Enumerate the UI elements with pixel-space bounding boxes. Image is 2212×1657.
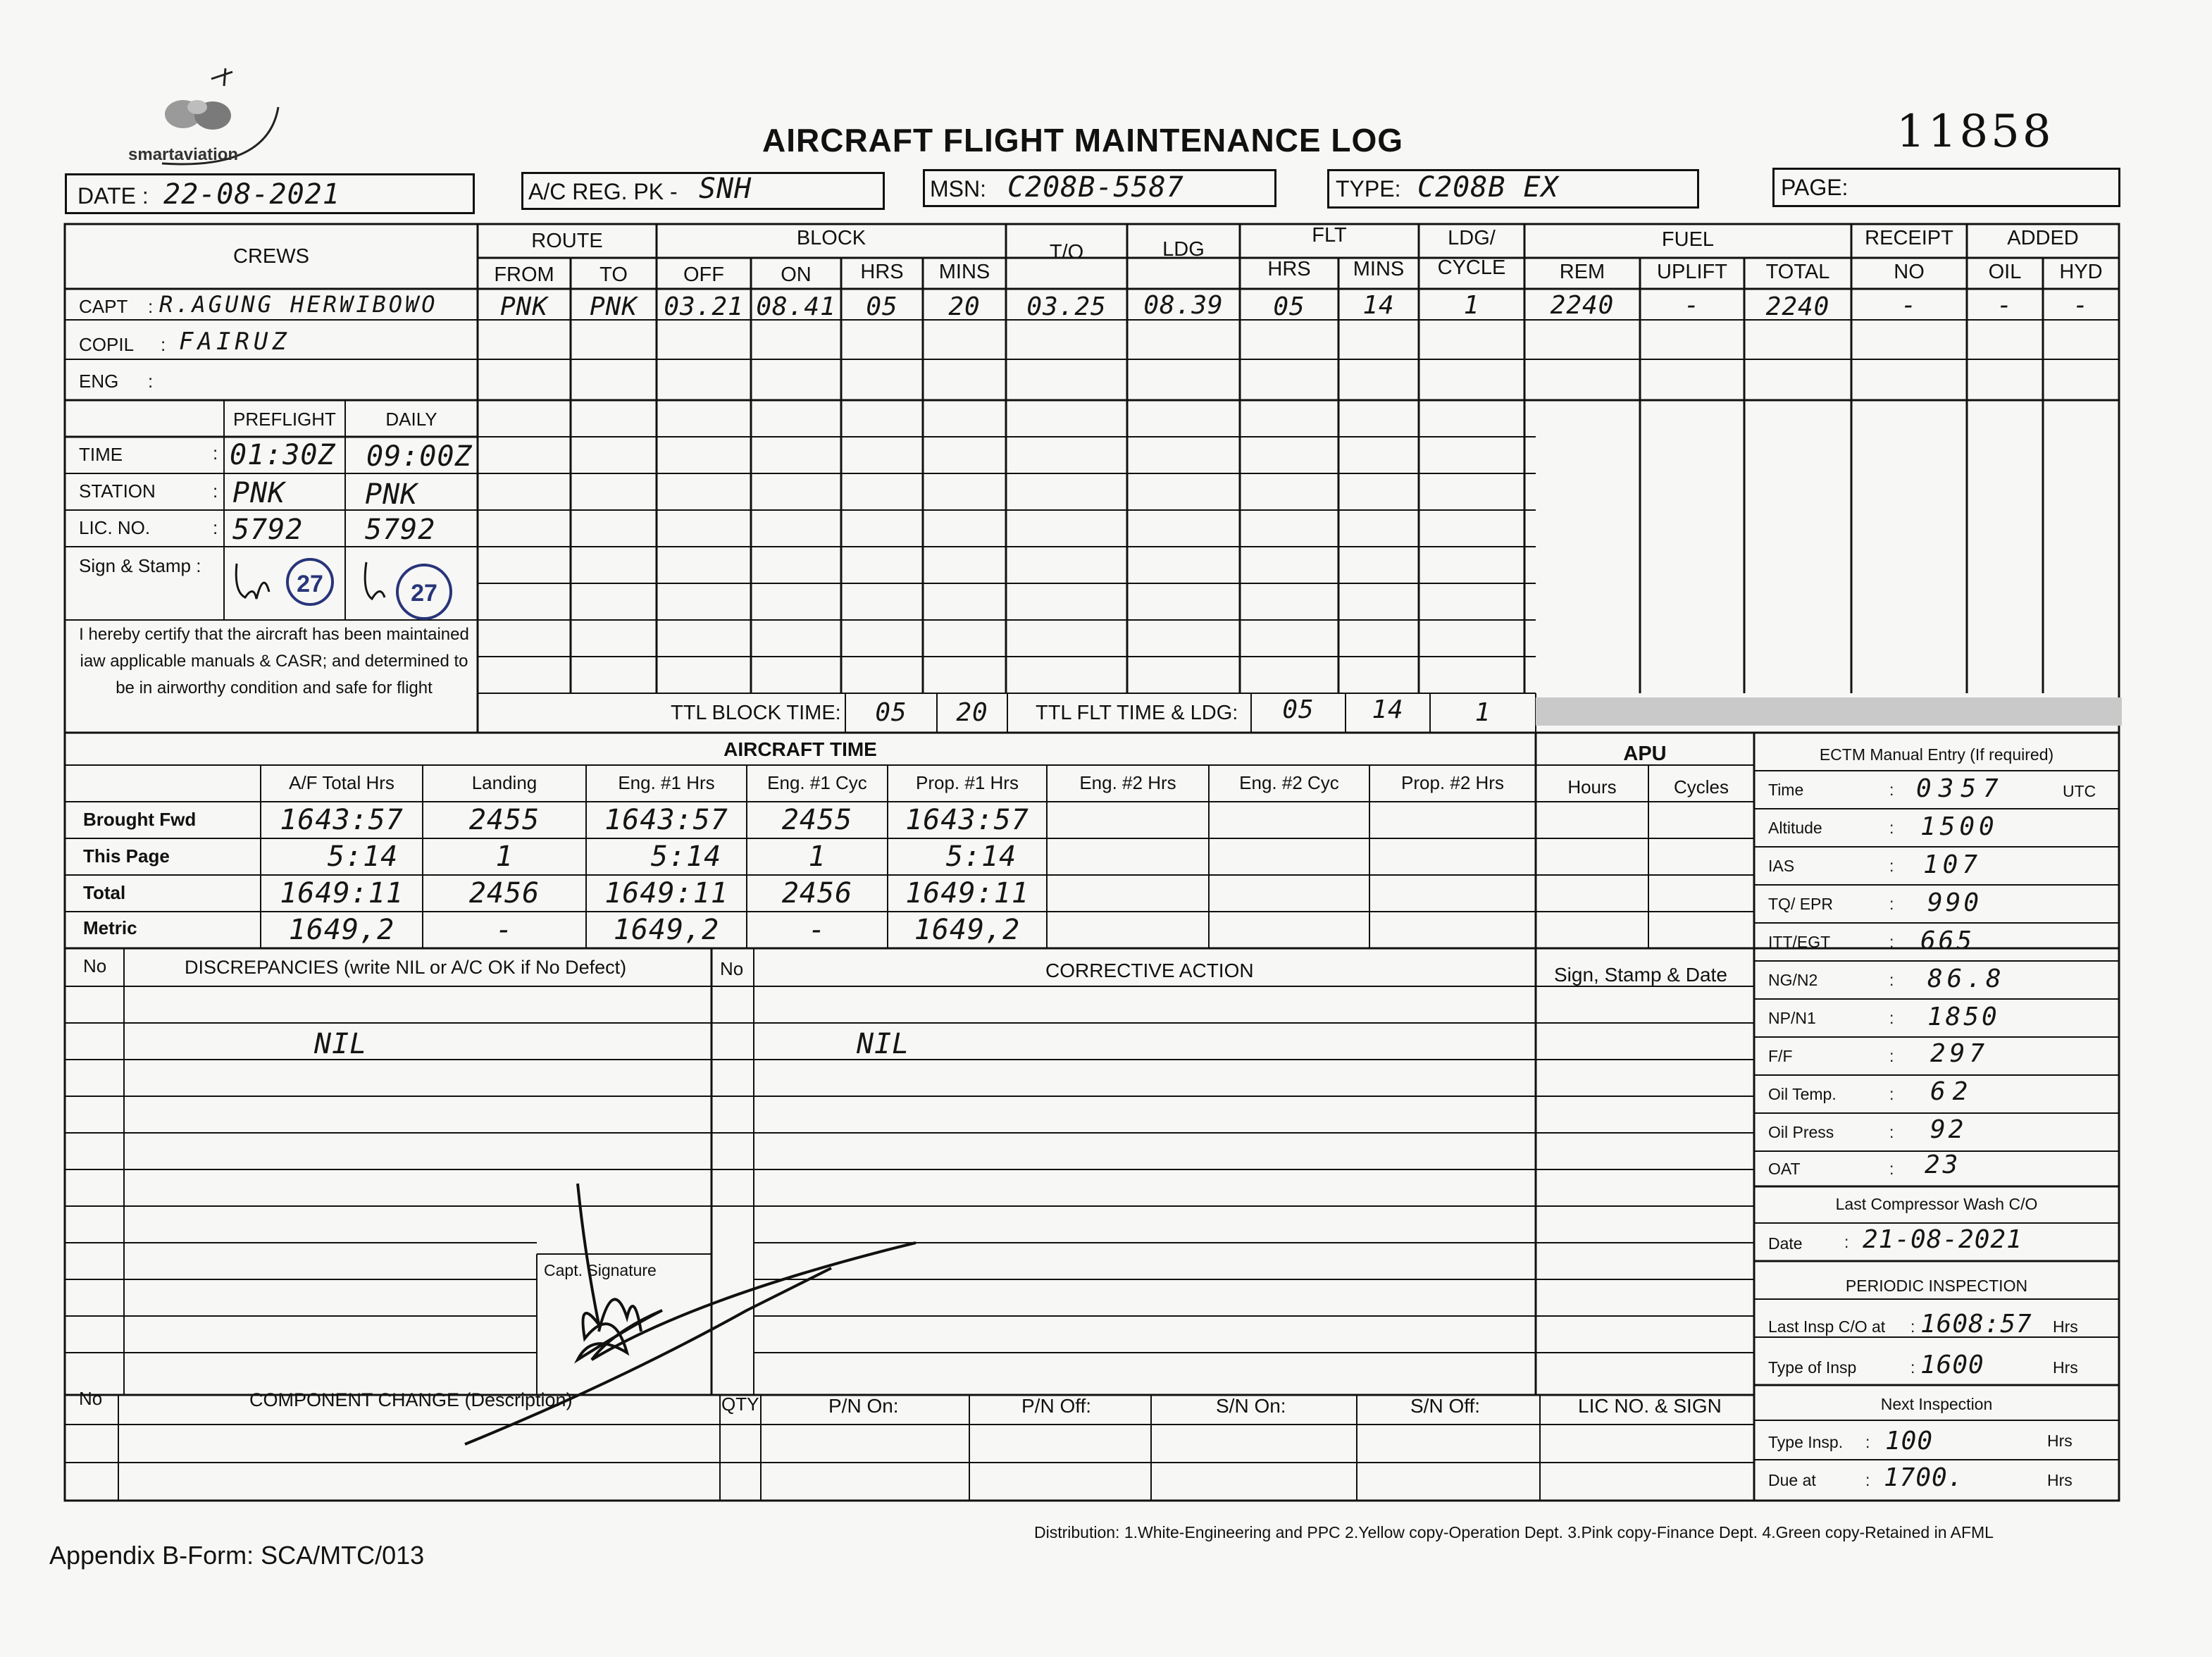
row-brought-fwd: Brought Fwd (83, 809, 197, 830)
lic-colon: : (213, 517, 218, 538)
ectm-colon: : (1889, 857, 1894, 875)
ectm-colon: : (1889, 1085, 1894, 1103)
ectm-ng-label: NG/N2 (1768, 971, 1818, 989)
takeoff-header: T/O (1049, 241, 1084, 263)
preflight-lic: 5792 (232, 514, 304, 546)
periodic-inspection-title: PERIODIC INSPECTION (1845, 1277, 2028, 1295)
ectm-ff-label: F/F (1768, 1047, 1793, 1065)
due-at-value: 1700. (1884, 1463, 1964, 1492)
logo-text: smartaviation (128, 145, 239, 164)
from-header: FROM (494, 263, 554, 286)
col-prop1-hrs: Prop. #1 Hrs (916, 772, 1019, 793)
pn-on-header: P/N On: (828, 1395, 899, 1417)
discrepancy-nil: NIL (314, 1028, 368, 1060)
ectm-colon: : (1889, 1123, 1894, 1141)
ttl-ldg: 1 (1474, 698, 1491, 727)
discrepancies-header: DISCREPANCIES (write NIL or A/C OK if No Defect) (185, 957, 627, 978)
bf-prop1-hrs: 1643:57 (905, 804, 1029, 836)
qty-header: QTY (721, 1394, 759, 1415)
receipt-no: - (1901, 291, 1918, 320)
preflight-stamp: 27 (286, 558, 334, 606)
col-af-total: A/F Total Hrs (289, 772, 394, 793)
ldg-cycle-header-2: CYCLE (1437, 256, 1506, 279)
ectm-colon: : (1889, 819, 1894, 837)
msn-label: MSN: (930, 176, 986, 201)
hyd-header: HYD (2059, 261, 2103, 283)
block-hrs: 05 (866, 292, 898, 321)
due-at-colon: : (1865, 1471, 1870, 1489)
corrective-no-header: No (720, 958, 744, 979)
sn-off-header: S/N Off: (1410, 1395, 1481, 1417)
compressor-date-value: 21-08-2021 (1863, 1225, 2023, 1254)
takeoff-time: 03.25 (1026, 292, 1107, 321)
route-to: PNK (589, 292, 638, 321)
route-header: ROUTE (531, 230, 603, 252)
ectm-time-unit: UTC (2063, 782, 2096, 800)
tot-af-total: 1649:11 (280, 877, 404, 910)
ectm-oat-label: OAT (1768, 1160, 1801, 1178)
landing-time: 08.39 (1143, 291, 1224, 320)
apu-hours-header: Hours (1567, 776, 1617, 798)
date-label: DATE : (77, 183, 149, 209)
fuel-total: 2240 (1765, 292, 1830, 321)
apu-cycles-header: Cycles (1673, 776, 1729, 798)
document-number: 11858 (1896, 106, 2054, 158)
type-insp-unit: Hrs (2053, 1358, 2078, 1377)
ectm-colon: : (1889, 1047, 1894, 1065)
tp-af-total: 5:14 (327, 840, 399, 873)
ttl-flt-label: TTL FLT TIME & LDG: (1036, 702, 1238, 724)
daily-header: DAILY (385, 409, 437, 430)
tot-eng1-cyc: 2456 (781, 877, 853, 910)
block-header: BLOCK (796, 227, 866, 249)
bf-landing: 2455 (468, 804, 540, 836)
flt-mins: 14 (1362, 291, 1395, 320)
fuel-total-header: TOTAL (1765, 261, 1830, 283)
capt-label: CAPT (79, 296, 128, 317)
row-this-page: This Page (83, 845, 170, 867)
ac-reg-value: SNH (699, 173, 752, 205)
fuel-uplift: - (1684, 291, 1701, 320)
compressor-date-label: Date (1768, 1234, 1803, 1253)
tp-eng1-hrs: 5:14 (650, 840, 722, 873)
tp-landing: 1 (495, 840, 514, 873)
added-hyd: - (2073, 291, 2089, 320)
ectm-title: ECTM Manual Entry (If required) (1819, 745, 2054, 764)
ectm-colon: : (1889, 1009, 1894, 1027)
ectm-np-value: 1850 (1927, 1003, 2000, 1031)
bf-eng1-hrs: 1643:57 (604, 804, 728, 836)
flt-header: FLT (1312, 224, 1347, 247)
ectm-tq-value: 990 (1927, 888, 1982, 917)
next-type-value: 100 (1885, 1427, 1934, 1456)
col-landing: Landing (471, 772, 538, 793)
ectm-oil-temp-value: 62 (1930, 1077, 1975, 1106)
aircraft-time-title: AIRCRAFT TIME (723, 738, 877, 760)
ectm-oil-press-label: Oil Press (1768, 1123, 1834, 1141)
daily-signature (361, 557, 396, 606)
ectm-tq-label: TQ/ EPR (1768, 895, 1834, 913)
ectm-ff-value: 297 (1930, 1039, 1989, 1068)
copil-label: COPIL (79, 334, 135, 355)
compressor-colon: : (1844, 1233, 1849, 1251)
ectm-colon: : (1889, 781, 1894, 799)
receipt-header: RECEIPT (1865, 227, 1953, 249)
bf-af-total: 1643:57 (280, 804, 404, 836)
ectm-ias-value: 107 (1923, 850, 1982, 879)
ectm-np-label: NP/N1 (1768, 1009, 1816, 1027)
ldg-header: LDG (1162, 238, 1205, 261)
met-eng1-hrs: 1649,2 (613, 914, 720, 946)
next-type-unit: Hrs (2047, 1432, 2073, 1450)
ectm-altitude-value: 1500 (1920, 812, 1999, 841)
capt-name: R.AGUNG HERWIBOWO (159, 291, 438, 318)
flt-mins-header: MINS (1353, 258, 1405, 280)
block-mins-header: MINS (938, 261, 990, 283)
receipt-no-header: NO (1894, 261, 1925, 283)
component-change-header: COMPONENT CHANGE (Description) (249, 1389, 573, 1410)
ttl-flt-mins: 14 (1372, 695, 1404, 724)
type-insp-colon: : (1910, 1358, 1915, 1377)
row-total: Total (83, 882, 126, 903)
off-header: OFF (683, 263, 724, 286)
copil-name: FAIRUZ (179, 328, 291, 356)
type-insp-value: 1600 (1920, 1351, 1984, 1379)
date-value: 22-08-2021 (163, 178, 340, 211)
col-eng1-cyc: Eng. #1 Cyc (767, 772, 867, 793)
corrective-nil: NIL (857, 1028, 910, 1060)
uplift-header: UPLIFT (1657, 261, 1727, 283)
eng-label: ENG (79, 371, 119, 392)
daily-lic: 5792 (365, 514, 436, 546)
ttl-flt-hrs: 05 (1282, 695, 1315, 724)
bf-eng1-cyc: 2455 (781, 804, 853, 836)
ectm-colon: : (1889, 895, 1894, 913)
captain-signature (451, 1169, 930, 1465)
tot-prop1-hrs: 1649:11 (905, 877, 1029, 910)
col-prop2-hrs: Prop. #2 Hrs (1401, 772, 1504, 793)
shaded-band (1536, 697, 2122, 726)
copil-colon: : (161, 334, 166, 355)
daily-stamp: 27 (396, 564, 452, 620)
ectm-time-label: Time (1768, 781, 1804, 799)
eng-colon: : (148, 371, 154, 392)
ectm-itt-label: ITT/EGT (1768, 933, 1831, 951)
block-hrs-header: HRS (860, 261, 904, 283)
ectm-oat-value: 23 (1925, 1150, 1961, 1179)
preflight-signature (232, 557, 275, 606)
oil-header: OIL (1988, 261, 2022, 283)
daily-time: 09:00Z (366, 440, 473, 473)
crews-header: CREWS (233, 245, 309, 268)
preflight-time: 01:30Z (230, 439, 336, 471)
distribution-note: Distribution: 1.White-Engineering and PPC 2.Yellow copy-Operation Dept. 3.Pink copy-Finance Dept. 4.Green copy-Retained in AFML (1034, 1523, 1994, 1541)
ectm-colon: : (1889, 1160, 1894, 1178)
ldg-cycle: 1 (1463, 291, 1480, 320)
appendix-form-id: Appendix B-Form: SCA/MTC/013 (49, 1541, 425, 1570)
apu-title: APU (1623, 743, 1667, 765)
next-type-label: Type Insp. (1768, 1433, 1844, 1451)
col-eng1-hrs: Eng. #1 Hrs (618, 772, 715, 793)
ectm-itt-value: 665 (1920, 926, 1975, 955)
last-insp-colon: : (1910, 1317, 1915, 1336)
ttl-block-hrs: 05 (875, 698, 907, 727)
ectm-ng-value: 86.8 (1927, 964, 2006, 993)
next-type-colon: : (1865, 1433, 1870, 1451)
sign-stamp-label: Sign & Stamp : (79, 555, 201, 576)
component-no-header: No (79, 1388, 103, 1409)
certification-text: I hereby certify that the aircraft has been maintained iaw applicable manuals & CASR; and determined to be in airworthy condition and safe for flight (79, 625, 469, 697)
ectm-time-value: 0357 (1916, 774, 2006, 803)
station-label: STATION (79, 480, 156, 502)
on-header: ON (781, 263, 812, 286)
lic-no-label: LIC. NO. (79, 517, 151, 538)
compressor-wash-title: Last Compressor Wash C/O (1835, 1195, 2038, 1213)
col-eng2-hrs: Eng. #2 Hrs (1079, 772, 1176, 793)
row-metric: Metric (83, 917, 137, 938)
due-at-unit: Hrs (2047, 1471, 2073, 1489)
type-insp-label: Type of Insp (1768, 1358, 1857, 1377)
met-af-total: 1649,2 (288, 914, 395, 946)
met-prop1-hrs: 1649,2 (914, 914, 1021, 946)
pn-off-header: P/N Off: (1021, 1395, 1092, 1417)
capt-signature-label: Capt. Signature (544, 1261, 657, 1279)
time-colon: : (213, 442, 218, 464)
added-header: ADDED (2007, 227, 2079, 249)
col-eng2-cyc: Eng. #2 Cyc (1239, 772, 1339, 793)
capt-colon: : (148, 296, 154, 317)
met-eng1-cyc: - (808, 914, 826, 946)
ldg-cycle-header-1: LDG/ (1448, 227, 1496, 249)
station-colon: : (213, 480, 218, 502)
lic-no-sign-header: LIC NO. & SIGN (1578, 1395, 1722, 1417)
tp-prop1-hrs: 5:14 (945, 840, 1017, 873)
route-from: PNK (499, 292, 549, 321)
flt-hrs-header: HRS (1267, 258, 1311, 280)
sn-on-header: S/N On: (1216, 1395, 1286, 1417)
due-at-label: Due at (1768, 1471, 1816, 1489)
daily-station: PNK (365, 478, 418, 511)
ectm-oil-temp-label: Oil Temp. (1768, 1085, 1837, 1103)
ttl-block-label: TTL BLOCK TIME: (671, 702, 841, 724)
page-title: AIRCRAFT FLIGHT MAINTENANCE LOG (762, 122, 1404, 159)
tot-eng1-hrs: 1649:11 (604, 877, 728, 910)
last-insp-value: 1608:57 (1920, 1310, 2032, 1339)
met-landing: - (495, 914, 514, 946)
fuel-rem: 2240 (1550, 291, 1615, 320)
sign-stamp-date-header: Sign, Stamp & Date (1554, 964, 1727, 986)
ectm-ias-label: IAS (1768, 857, 1795, 875)
preflight-station: PNK (232, 477, 286, 509)
tot-landing: 2456 (468, 877, 540, 910)
flt-hrs: 05 (1273, 292, 1305, 321)
msn-value: C208B-5587 (1007, 171, 1184, 204)
block-off: 03.21 (664, 292, 744, 321)
ectm-colon: : (1889, 933, 1894, 951)
block-on: 08.41 (756, 292, 836, 321)
next-inspection-title: Next Inspection (1880, 1395, 1993, 1413)
type-label: TYPE: (1336, 176, 1401, 201)
ac-reg-label: A/C REG. PK - (528, 179, 678, 204)
page-label: PAGE: (1781, 175, 1848, 200)
corrective-action-header: CORRECTIVE ACTION (1045, 960, 1254, 981)
tp-eng1-cyc: 1 (808, 840, 826, 873)
to-header: TO (599, 263, 628, 286)
discrepancy-no-header: No (83, 955, 107, 976)
rem-header: REM (1559, 261, 1605, 283)
last-insp-unit: Hrs (2053, 1317, 2078, 1336)
ectm-altitude-label: Altitude (1768, 819, 1822, 837)
preflight-header: PREFLIGHT (233, 409, 336, 430)
ectm-oil-press-value: 92 (1930, 1115, 1967, 1144)
ttl-block-mins: 20 (956, 698, 988, 727)
time-label: TIME (79, 444, 123, 465)
fuel-header: FUEL (1661, 228, 1715, 251)
added-oil: - (1996, 291, 2013, 320)
last-insp-label: Last Insp C/O at (1768, 1317, 1886, 1336)
ectm-colon: : (1889, 971, 1894, 989)
type-value: C208B EX (1417, 171, 1559, 204)
block-mins: 20 (948, 292, 981, 321)
